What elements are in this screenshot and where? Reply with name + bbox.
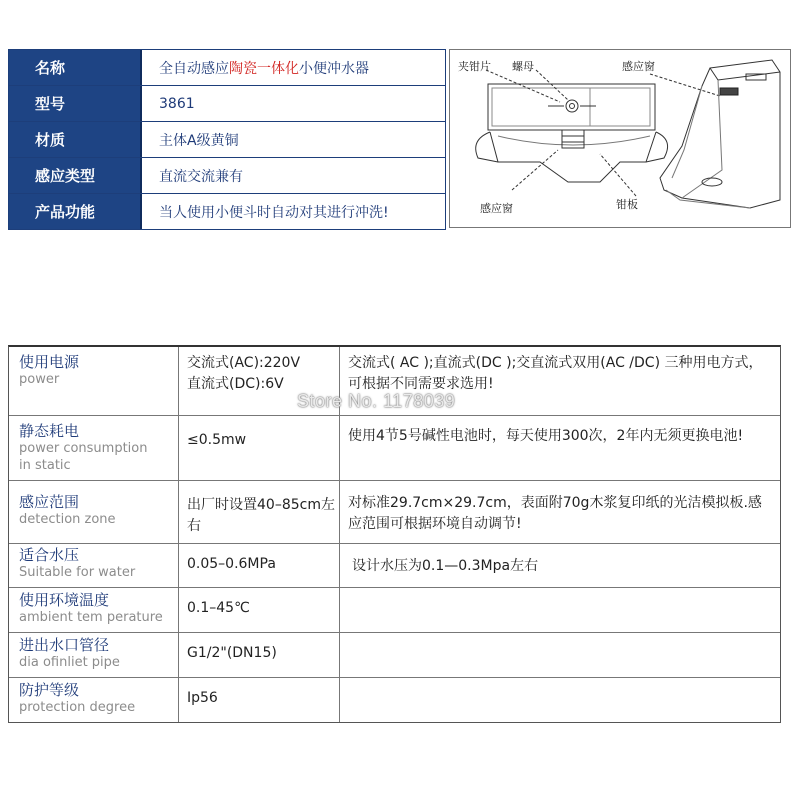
label-clip: 夹钳片	[458, 60, 491, 73]
param-note: 设计水压为0.1—0.3Mpa左右	[352, 558, 539, 574]
spec-value	[142, 50, 445, 85]
param-note	[340, 633, 780, 677]
param-name-zh: 适合水压	[19, 546, 80, 564]
param-value	[179, 416, 340, 480]
param-name	[9, 544, 179, 587]
spec-label: 感应类型	[9, 158, 142, 193]
param-name-en: detection zone	[19, 512, 116, 527]
param-row-ambient-temperature	[9, 587, 780, 632]
spec-value: 直流交流兼有	[159, 168, 243, 185]
param-row-pipe-diameter	[9, 632, 780, 677]
param-name	[9, 347, 179, 415]
param-value	[179, 544, 340, 587]
param-name-zh: 使用电源	[19, 353, 80, 371]
installation-diagram	[449, 49, 791, 228]
param-row-protection-degree	[9, 677, 780, 722]
param-name-zh: 进出水口管径	[19, 636, 110, 654]
spec-table	[8, 49, 446, 230]
param-row-static-consumption	[9, 415, 780, 480]
param-name-en: protection degree	[19, 700, 136, 715]
param-value-line: 交流式(AC):220V	[187, 355, 301, 371]
spec-label: 产品功能	[9, 194, 142, 229]
store-watermark: Store No. 1178039	[297, 391, 456, 411]
param-value	[179, 678, 340, 722]
spec-value-part: 全自动感应	[159, 60, 229, 77]
spec-value: 主体A级黄铜	[159, 132, 239, 149]
param-name-en: power	[19, 372, 60, 387]
param-value-line: ≤0.5mw	[187, 432, 247, 448]
spec-row-sensor-type	[9, 157, 445, 193]
param-name-zh: 防护等级	[19, 681, 80, 699]
param-note	[340, 588, 780, 632]
param-name	[9, 416, 179, 480]
param-name-zh: 感应范围	[19, 493, 80, 511]
param-name-en: ambient tem perature	[19, 610, 163, 625]
spec-row-model	[9, 85, 445, 121]
spec-value-highlight: 陶瓷一体化	[229, 60, 299, 77]
param-row-detection-zone	[9, 480, 780, 543]
param-name	[9, 633, 179, 677]
spec-label: 名称	[9, 50, 142, 85]
param-value	[179, 633, 340, 677]
param-value-line: 直流式(DC):6V	[187, 376, 284, 392]
spec-value: 当人使用小便斗时自动对其进行冲洗!	[159, 204, 389, 221]
spec-row-function	[9, 193, 445, 229]
label-clamp-plate: 钳板	[616, 198, 638, 211]
param-value-line: 0.05–0.6MPa	[187, 556, 276, 572]
param-value	[179, 481, 340, 543]
param-row-water-pressure	[9, 543, 780, 587]
param-name	[9, 481, 179, 543]
param-value-line: 出厂时设置40–85cm左右	[187, 497, 335, 534]
param-note	[340, 678, 780, 722]
param-name	[9, 588, 179, 632]
param-name	[9, 678, 179, 722]
param-note: 使用4节5号碱性电池时，每天使用300次，2年内无须更换电池!	[348, 428, 744, 444]
spec-value: 3861	[159, 95, 195, 112]
spec-row-material	[9, 121, 445, 157]
param-name-zh: 静态耗电	[19, 422, 80, 440]
param-note: 对标准29.7cm×29.7cm，表面附70g木浆复印纸的光洁模拟板.感应范围可根据环境自动调节!	[348, 495, 762, 532]
param-value-line: Ip56	[187, 690, 218, 706]
param-value	[179, 588, 340, 632]
param-note: 交流式( AC );直流式(DC );交直流式双用(AC /DC) 三种用电方式，可根据不同需要求选用!	[348, 355, 763, 392]
label-sensor-window-top: 感应窗	[622, 60, 655, 73]
param-name-en: in static	[19, 458, 71, 473]
spec-value-part: 小便冲水器	[299, 60, 369, 77]
spec-label: 材质	[9, 122, 142, 157]
param-value-line: G1/2"(DN15)	[187, 645, 277, 661]
param-name-en: dia ofinliet pipe	[19, 655, 120, 670]
param-name-en: Suitable for water	[19, 565, 136, 580]
label-nut: 螺母	[512, 60, 534, 73]
spec-row-name	[9, 50, 445, 85]
param-name-zh: 使用环境温度	[19, 591, 110, 609]
param-name-en: power consumption	[19, 441, 148, 456]
label-sensor-window-bottom: 感应窗	[480, 202, 513, 215]
param-value-line: 0.1–45℃	[187, 600, 250, 616]
spec-label: 型号	[9, 86, 142, 121]
